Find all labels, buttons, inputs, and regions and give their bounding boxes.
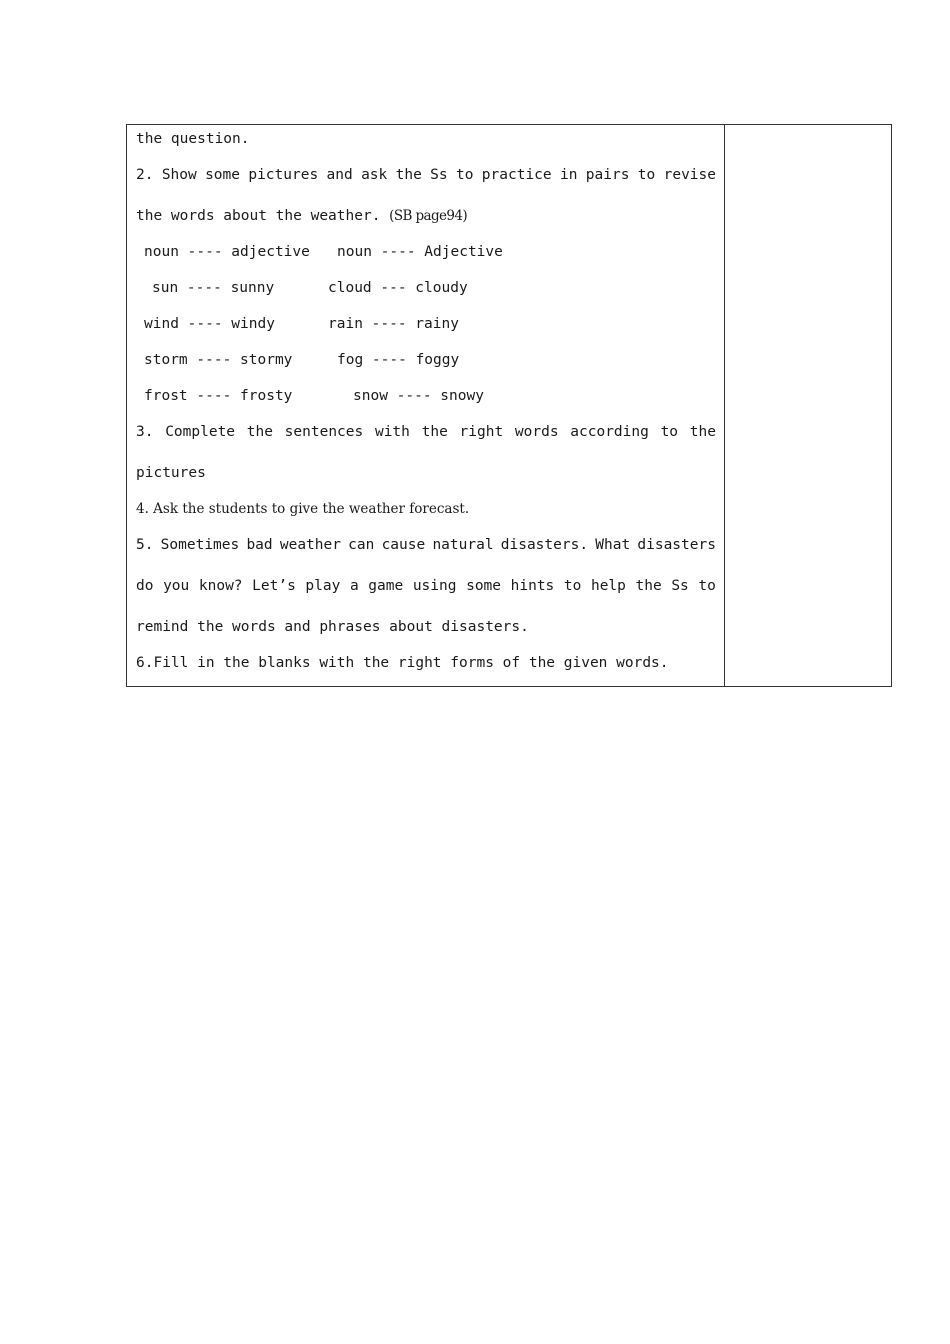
word: help	[590, 578, 626, 594]
item-2-line-b	[136, 206, 716, 226]
word: disasters.	[500, 537, 589, 553]
word: the	[246, 424, 273, 440]
procedure-cell	[127, 125, 725, 687]
word: the	[635, 578, 662, 594]
word: disasters	[637, 537, 716, 553]
item-5-line-a	[136, 535, 716, 555]
word: bad	[246, 537, 273, 553]
item-6-line: 6.Fill in the blanks with the right forms of the given words.	[136, 655, 669, 671]
word: Sometimes	[160, 537, 240, 553]
item-5-line-c: remind the words and phrases about disasters.	[136, 619, 529, 635]
word: Show	[161, 167, 197, 183]
text-line: the question.	[136, 131, 250, 147]
word: to	[698, 578, 716, 594]
word: the	[689, 424, 716, 440]
word: the	[395, 167, 422, 183]
word: revise	[663, 167, 716, 183]
word: words	[514, 424, 559, 440]
word-pair-right: rain ---- rainy	[328, 316, 459, 332]
word: you	[163, 578, 190, 594]
word: Complete	[165, 424, 236, 440]
word: and	[326, 167, 353, 183]
word: 3.	[136, 424, 154, 440]
word-pair-right: fog ---- foggy	[337, 352, 460, 368]
word: 2.	[136, 167, 154, 183]
word: natural	[432, 537, 494, 553]
word: cause	[381, 537, 426, 553]
word: ask	[361, 167, 388, 183]
word: to	[455, 167, 474, 183]
word: play	[305, 578, 341, 594]
word-pair-left: noun ---- adjective	[144, 244, 310, 260]
item-2-text: the words about the weather.	[136, 208, 390, 224]
word: the	[421, 424, 448, 440]
word-pair-left: wind ---- windy	[144, 316, 275, 332]
item-2-line-a	[136, 165, 716, 185]
word: to	[637, 167, 656, 183]
word-pair-right: snow ---- snowy	[353, 388, 484, 404]
word: in	[559, 167, 578, 183]
word-pair-left: sun ---- sunny	[152, 280, 275, 296]
word: a	[349, 578, 359, 594]
word: Ss	[430, 167, 448, 183]
lesson-table	[126, 124, 892, 687]
word-pair-right: noun ---- Adjective	[337, 244, 503, 260]
item-4-line: 4. Ask the students to give the weather forecast.	[136, 501, 470, 517]
word: according	[570, 424, 649, 440]
page-reference: (SB page94)	[389, 208, 468, 224]
word: hints	[510, 578, 555, 594]
word: pairs	[585, 167, 630, 183]
word-pair-left: frost ---- frosty	[144, 388, 293, 404]
word: some	[466, 578, 502, 594]
item-3-line-b: pictures	[136, 465, 206, 481]
word: weather	[279, 537, 341, 553]
word: sentences	[284, 424, 364, 440]
word: What	[595, 537, 631, 553]
notes-cell	[725, 125, 892, 687]
word: 5.	[136, 537, 154, 553]
word: pictures	[248, 167, 319, 183]
word: to	[563, 578, 582, 594]
item-3-line-a	[136, 422, 716, 442]
word: know?	[198, 578, 243, 594]
word: right	[459, 424, 504, 440]
word: Let’s	[252, 578, 296, 594]
word: practice	[481, 167, 552, 183]
word: game	[368, 578, 404, 594]
table-row	[127, 125, 892, 687]
word: to	[660, 424, 679, 440]
word: some	[205, 167, 240, 183]
word: do	[136, 578, 154, 594]
word: Ss	[671, 578, 689, 594]
word: can	[348, 537, 375, 553]
procedure-content	[127, 125, 724, 686]
word-pair-left: storm ---- stormy	[144, 352, 293, 368]
word-pair-right: cloud --- cloudy	[328, 280, 468, 296]
word: with	[374, 424, 410, 440]
item-5-line-b	[136, 576, 716, 596]
word: using	[412, 578, 457, 594]
